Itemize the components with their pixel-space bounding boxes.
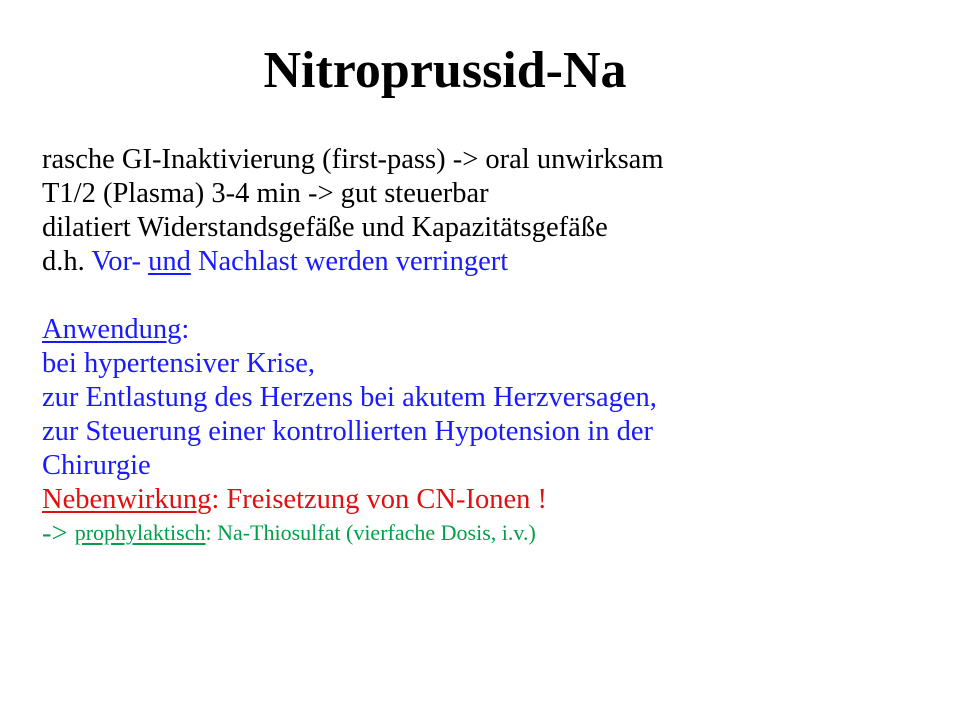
anwendung-item-chirurgie: Chirurgie xyxy=(42,450,151,481)
blank-line xyxy=(42,279,942,313)
prophylaxe-arrow: -> xyxy=(42,518,75,549)
nachlast-text: Nachlast werden verringert xyxy=(190,246,509,277)
und-underlined: und xyxy=(148,246,191,277)
text-line-first-pass: rasche GI-Inaktivierung (first-pass) -> oral unwirksam xyxy=(42,144,664,175)
text-line-preload-afterload xyxy=(42,245,942,279)
prophylaxe-line xyxy=(42,517,942,551)
anwendung-item-entlastung: zur Entlastung des Herzens bei akutem Herzversagen, xyxy=(42,382,657,413)
anwendung-item-steuerung: zur Steuerung einer kontrollierten Hypotension in der xyxy=(42,416,653,447)
text-line-dilation: dilatiert Widerstandsgefäße und Kapazitätsgefäße xyxy=(42,212,608,243)
slide-body xyxy=(42,143,942,551)
dh-prefix: d.h. xyxy=(42,246,92,277)
nebenwirkung-heading: Nebenwirkung xyxy=(42,484,212,515)
nebenwirkung-text: : Freisetzung von CN-Ionen ! xyxy=(211,484,547,515)
anwendung-colon: : xyxy=(181,314,190,345)
anwendung-heading: Anwendung xyxy=(42,314,182,345)
slide-title: Nitroprussid-Na xyxy=(263,42,627,99)
vor-text: Vor- xyxy=(91,246,149,277)
text-line-half-life: T1/2 (Plasma) 3-4 min -> gut steuerbar xyxy=(42,178,489,209)
prophylaxe-label: prophylaktisch xyxy=(74,520,206,545)
prophylaxe-text: : Na-Thiosulfat (vierfache Dosis, i.v.) xyxy=(205,520,536,545)
anwendung-item-krise: bei hypertensiver Krise, xyxy=(42,348,316,379)
nebenwirkung-line xyxy=(42,483,942,517)
anwendung-heading-line xyxy=(42,313,942,347)
